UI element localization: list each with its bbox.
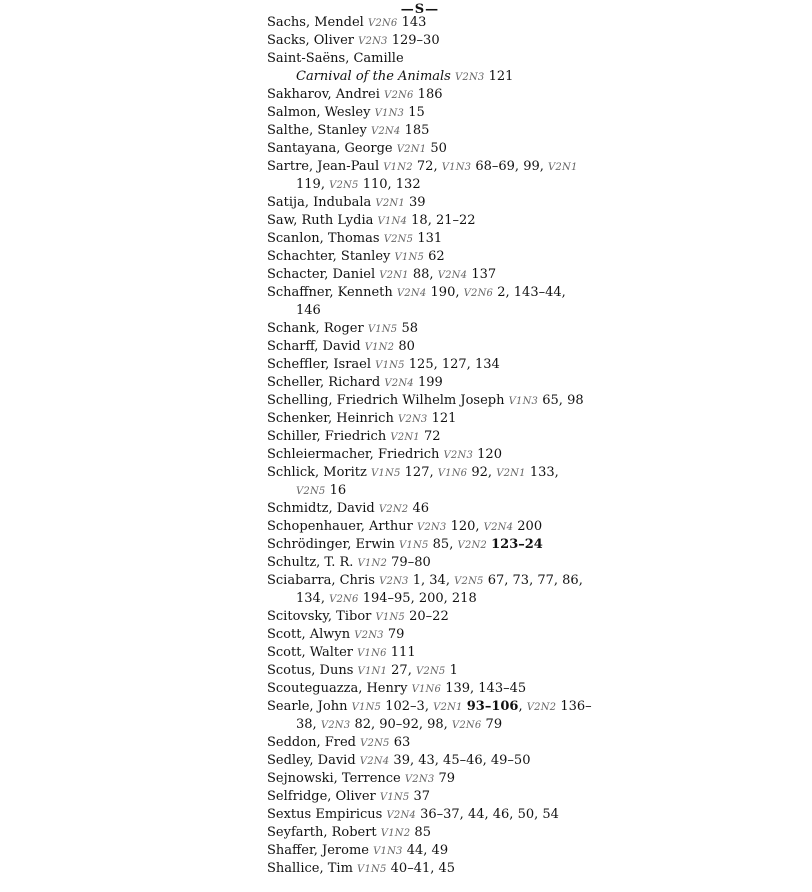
volume-reference: V2N1: [379, 270, 409, 281]
volume-reference: V2N4: [386, 810, 416, 821]
entry-text: 2, 143–44,: [493, 285, 566, 300]
index-entry: [267, 608, 567, 626]
index-entry-continuation: [267, 176, 567, 194]
index-entry: [267, 770, 567, 788]
entry-text: Scheffler, Israel: [267, 357, 376, 372]
volume-reference: V1N2: [380, 828, 411, 839]
volume-reference: V2N6: [329, 594, 359, 605]
index-entry: [267, 230, 567, 248]
index-entry: [267, 500, 567, 518]
volume-reference: V1N5: [367, 324, 398, 335]
volume-reference: V2N3: [358, 36, 388, 47]
index-entry: [267, 698, 592, 716]
entry-text: 82, 90–92, 98,: [350, 717, 452, 732]
volume-reference: V2N5: [415, 666, 446, 677]
index-entry: [267, 860, 567, 878]
index-entry: [267, 752, 567, 770]
index-entry: [267, 158, 578, 176]
volume-reference: V2N4: [359, 756, 390, 767]
entry-text: 110, 132: [358, 177, 421, 192]
volume-reference: V2N2: [457, 540, 487, 551]
index-entry-continuation: [267, 68, 567, 86]
volume-reference: V1N6: [357, 648, 387, 659]
index-entry: [267, 320, 567, 338]
volume-reference: V2N1: [390, 432, 420, 443]
entry-text: 46: [408, 501, 430, 516]
entry-text: Schenker, Heinrich: [267, 411, 398, 426]
entry-text: 127,: [400, 465, 438, 480]
entry-text: 58: [397, 321, 418, 336]
entry-text: 44, 49: [402, 843, 449, 858]
index-entry: [267, 428, 567, 446]
entry-text: Schultz, T. R.: [267, 555, 358, 570]
entry-text: 125, 127, 134: [404, 357, 500, 372]
entry-text: 102–3,: [381, 699, 434, 714]
entry-text: 111: [386, 645, 416, 660]
index-entry: [267, 644, 567, 662]
index-entry: [267, 86, 567, 104]
volume-reference: V1N6: [411, 684, 442, 695]
volume-reference: V2N5: [329, 180, 359, 191]
index-entry: [267, 626, 567, 644]
entry-text: Sedley, David: [267, 753, 360, 768]
entry-text: 72: [419, 429, 441, 444]
entry-text: 65, 98: [538, 393, 584, 408]
entry-text: 120,: [446, 519, 484, 534]
volume-reference: V1N3: [373, 846, 403, 857]
entry-text: 121: [484, 69, 514, 84]
entry-text: 39: [404, 195, 426, 210]
index-entry: [267, 122, 567, 140]
entry-text: Sartre, Jean-Paul: [267, 159, 384, 174]
entry-text: Sextus Empiricus: [267, 807, 387, 822]
entry-text: Salthe, Stanley: [267, 123, 371, 138]
entry-text: Scanlon, Thomas: [267, 231, 384, 246]
volume-reference: V2N1: [433, 702, 463, 713]
volume-reference: V2N4: [396, 288, 427, 299]
entry-text: Schopenhauer, Arthur: [267, 519, 417, 534]
volume-reference: V2N3: [397, 414, 428, 425]
entry-text: 40–41, 45: [386, 861, 456, 876]
entry-text: Satija, Indubala: [267, 195, 376, 210]
entry-text: 1, 34,: [408, 573, 455, 588]
volume-reference: V2N6: [463, 288, 494, 299]
volume-reference: V1N5: [351, 702, 382, 713]
entry-text: Schlick, Moritz: [267, 465, 372, 480]
entry-text: 37: [409, 789, 431, 804]
entry-text: 20–22: [405, 609, 449, 624]
entry-text: Seyfarth, Robert: [267, 825, 381, 840]
index-entry: [267, 266, 567, 284]
index-entry: [267, 806, 567, 824]
volume-reference: V2N3: [416, 522, 447, 533]
entry-text: Schrödinger, Erwin: [267, 537, 400, 552]
entry-text: Salmon, Wesley: [267, 105, 375, 120]
volume-reference: V1N5: [399, 540, 429, 551]
entry-text: Schank, Roger: [267, 321, 368, 336]
volume-reference: V1N5: [394, 252, 425, 263]
entry-text: Sciabarra, Chris: [267, 573, 380, 588]
entry-text: Scitovsky, Tibor: [267, 609, 376, 624]
index-entry: [267, 662, 567, 680]
entry-text: 79: [383, 627, 405, 642]
index-entry-continuation: [267, 482, 567, 500]
entry-text: Sejnowski, Terrence: [267, 771, 405, 786]
volume-reference: V2N5: [296, 486, 326, 497]
index-entry: [267, 50, 567, 68]
index-entry: [267, 284, 567, 302]
volume-reference: V1N2: [364, 342, 395, 353]
entry-text: Schiller, Friedrich: [267, 429, 391, 444]
volume-reference: V1N5: [375, 360, 405, 371]
index-entry: [267, 104, 567, 122]
volume-reference: V2N4: [483, 522, 514, 533]
volume-reference: V2N3: [320, 720, 351, 731]
entry-text: Schmidtz, David: [267, 501, 379, 516]
entry-text: 186: [413, 87, 443, 102]
entry-text: 50: [426, 141, 447, 156]
entry-text: Santayana, George: [267, 141, 397, 156]
entry-text: 1: [445, 663, 458, 678]
bold-page-range: 123–24: [491, 537, 543, 552]
index-entry: [267, 338, 567, 356]
entry-text: Sakharov, Andrei: [267, 87, 385, 102]
entry-text: 85: [410, 825, 431, 840]
index-entry-continuation: [267, 590, 567, 608]
entry-text: 120: [473, 447, 502, 462]
entry-text: 36–37, 44, 46, 50, 54: [415, 807, 559, 822]
entry-text: Sachs, Mendel: [267, 15, 368, 30]
volume-reference: V2N1: [548, 162, 578, 173]
entry-text: Scott, Walter: [267, 645, 358, 660]
index-entry: [267, 734, 567, 752]
entry-text: 139, 143–45: [441, 681, 527, 696]
entry-text: 131: [413, 231, 443, 246]
volume-reference: V1N5: [357, 864, 387, 875]
index-entry: [267, 356, 567, 374]
entry-text: 63: [389, 735, 411, 750]
entry-text: Seddon, Fred: [267, 735, 361, 750]
entry-text: 68–69, 99,: [471, 159, 549, 174]
entry-text: Saint-Saëns, Camille: [267, 51, 404, 66]
volume-reference: V1N2: [357, 558, 388, 569]
entry-text: 119,: [296, 177, 330, 192]
entry-text: 18, 21–22: [407, 213, 476, 228]
entry-text: Schachter, Stanley: [267, 249, 395, 264]
entry-text: 137: [467, 267, 497, 282]
entry-text: Scouteguazza, Henry: [267, 681, 412, 696]
volume-reference: V1N3: [374, 108, 405, 119]
entry-text: 190,: [426, 285, 464, 300]
entry-text: Selfridge, Oliver: [267, 789, 380, 804]
entry-text: 38,: [296, 717, 321, 732]
volume-reference: V2N3: [354, 630, 384, 641]
volume-reference: V2N6: [367, 18, 398, 29]
volume-reference: V2N4: [370, 126, 401, 137]
entry-text: 79: [434, 771, 456, 786]
entry-text: 121: [427, 411, 457, 426]
volume-reference: V2N3: [404, 774, 435, 785]
bold-page-range: 93–106: [466, 699, 519, 714]
entry-text: Sacks, Oliver: [267, 33, 359, 48]
entry-text: ,: [518, 699, 527, 714]
entry-text: 79: [481, 717, 503, 732]
index-entry: [267, 248, 567, 266]
section-letter-heading: —S—: [400, 2, 440, 17]
entry-text: 136–: [556, 699, 592, 714]
volume-reference: V1N5: [375, 612, 405, 623]
entry-text: Scheller, Richard: [267, 375, 385, 390]
entry-text: Scott, Alwyn: [267, 627, 355, 642]
entry-text: Schacter, Daniel: [267, 267, 380, 282]
index-entry: [267, 140, 567, 158]
index-entry: [267, 788, 567, 806]
index-entry: [267, 32, 567, 50]
index-entry: [267, 374, 567, 392]
entry-text: 79–80: [387, 555, 431, 570]
index-entry: [267, 824, 567, 842]
volume-reference: V1N4: [377, 216, 408, 227]
index-entry: [267, 554, 567, 572]
volume-reference: V2N1: [396, 144, 427, 155]
index-entry: [267, 392, 584, 410]
volume-reference: V1N6: [437, 468, 468, 479]
volume-reference: V2N3: [443, 450, 474, 461]
entry-text: 134,: [296, 591, 330, 606]
entry-text: 80: [394, 339, 415, 354]
volume-reference: V2N3: [455, 72, 485, 83]
volume-reference: V2N1: [375, 198, 405, 209]
index-entry: [267, 14, 567, 32]
volume-reference: V1N5: [371, 468, 401, 479]
entry-text: 92,: [467, 465, 497, 480]
entry-text: Schleiermacher, Friedrich: [267, 447, 444, 462]
index-entry: [267, 518, 567, 536]
entry-text: 16: [325, 483, 347, 498]
index-entry: [267, 842, 567, 860]
volume-reference: V2N3: [379, 576, 409, 587]
volume-reference: V2N6: [451, 720, 482, 731]
entry-text: Scotus, Duns: [267, 663, 358, 678]
index-entry: [267, 680, 567, 698]
volume-reference: V2N5: [360, 738, 390, 749]
entry-text: 27,: [387, 663, 416, 678]
index-entry-continuation: [267, 716, 567, 734]
entry-text: 133,: [525, 465, 559, 480]
entry-text: Shallice, Tim: [267, 861, 358, 876]
volume-reference: V2N4: [437, 270, 468, 281]
index-entry: [267, 446, 567, 464]
index-entry: [267, 212, 567, 230]
entry-text: 146: [296, 303, 321, 318]
volume-reference: V2N4: [384, 378, 414, 389]
entry-text: 88,: [408, 267, 438, 282]
volume-reference: V1N1: [357, 666, 388, 677]
volume-reference: V1N3: [441, 162, 472, 173]
entry-text: 194–95, 200, 218: [358, 591, 477, 606]
entry-text: 67, 73, 77, 86,: [483, 573, 583, 588]
index-entry: [267, 464, 567, 482]
volume-reference: V2N6: [384, 90, 414, 101]
index-entry: [267, 536, 567, 554]
volume-reference: V2N2: [378, 504, 409, 515]
entry-text: Shaffer, Jerome: [267, 843, 374, 858]
entry-text: 200: [513, 519, 543, 534]
volume-reference: V1N3: [508, 396, 539, 407]
entry-text: 15: [404, 105, 425, 120]
volume-reference: V2N1: [496, 468, 526, 479]
volume-reference: V2N2: [526, 702, 557, 713]
entry-text: 143: [397, 15, 427, 30]
entry-text: Scharff, David: [267, 339, 365, 354]
volume-reference: V1N5: [379, 792, 410, 803]
volume-reference: V2N5: [454, 576, 484, 587]
entry-text: 39, 43, 45–46, 49–50: [389, 753, 531, 768]
entry-text: 185: [400, 123, 430, 138]
entry-text: Schaffner, Kenneth: [267, 285, 397, 300]
entry-text: 199: [413, 375, 443, 390]
index-entry: [267, 410, 567, 428]
entry-text: Saw, Ruth Lydia: [267, 213, 378, 228]
entry-text: 62: [424, 249, 445, 264]
index-entry-list: [267, 14, 592, 878]
entry-text: Searle, John: [267, 699, 352, 714]
index-entry-continuation: [267, 302, 567, 320]
volume-reference: V1N2: [383, 162, 413, 173]
entry-text: 72,: [412, 159, 442, 174]
index-entry: [267, 194, 567, 212]
work-title: Carnival of the Animals: [296, 69, 451, 84]
index-entry: [267, 572, 583, 590]
entry-text: 85,: [428, 537, 458, 552]
entry-text: Schelling, Friedrich Wilhelm Joseph: [267, 393, 509, 408]
volume-reference: V2N5: [383, 234, 414, 245]
entry-text: 129–30: [387, 33, 440, 48]
